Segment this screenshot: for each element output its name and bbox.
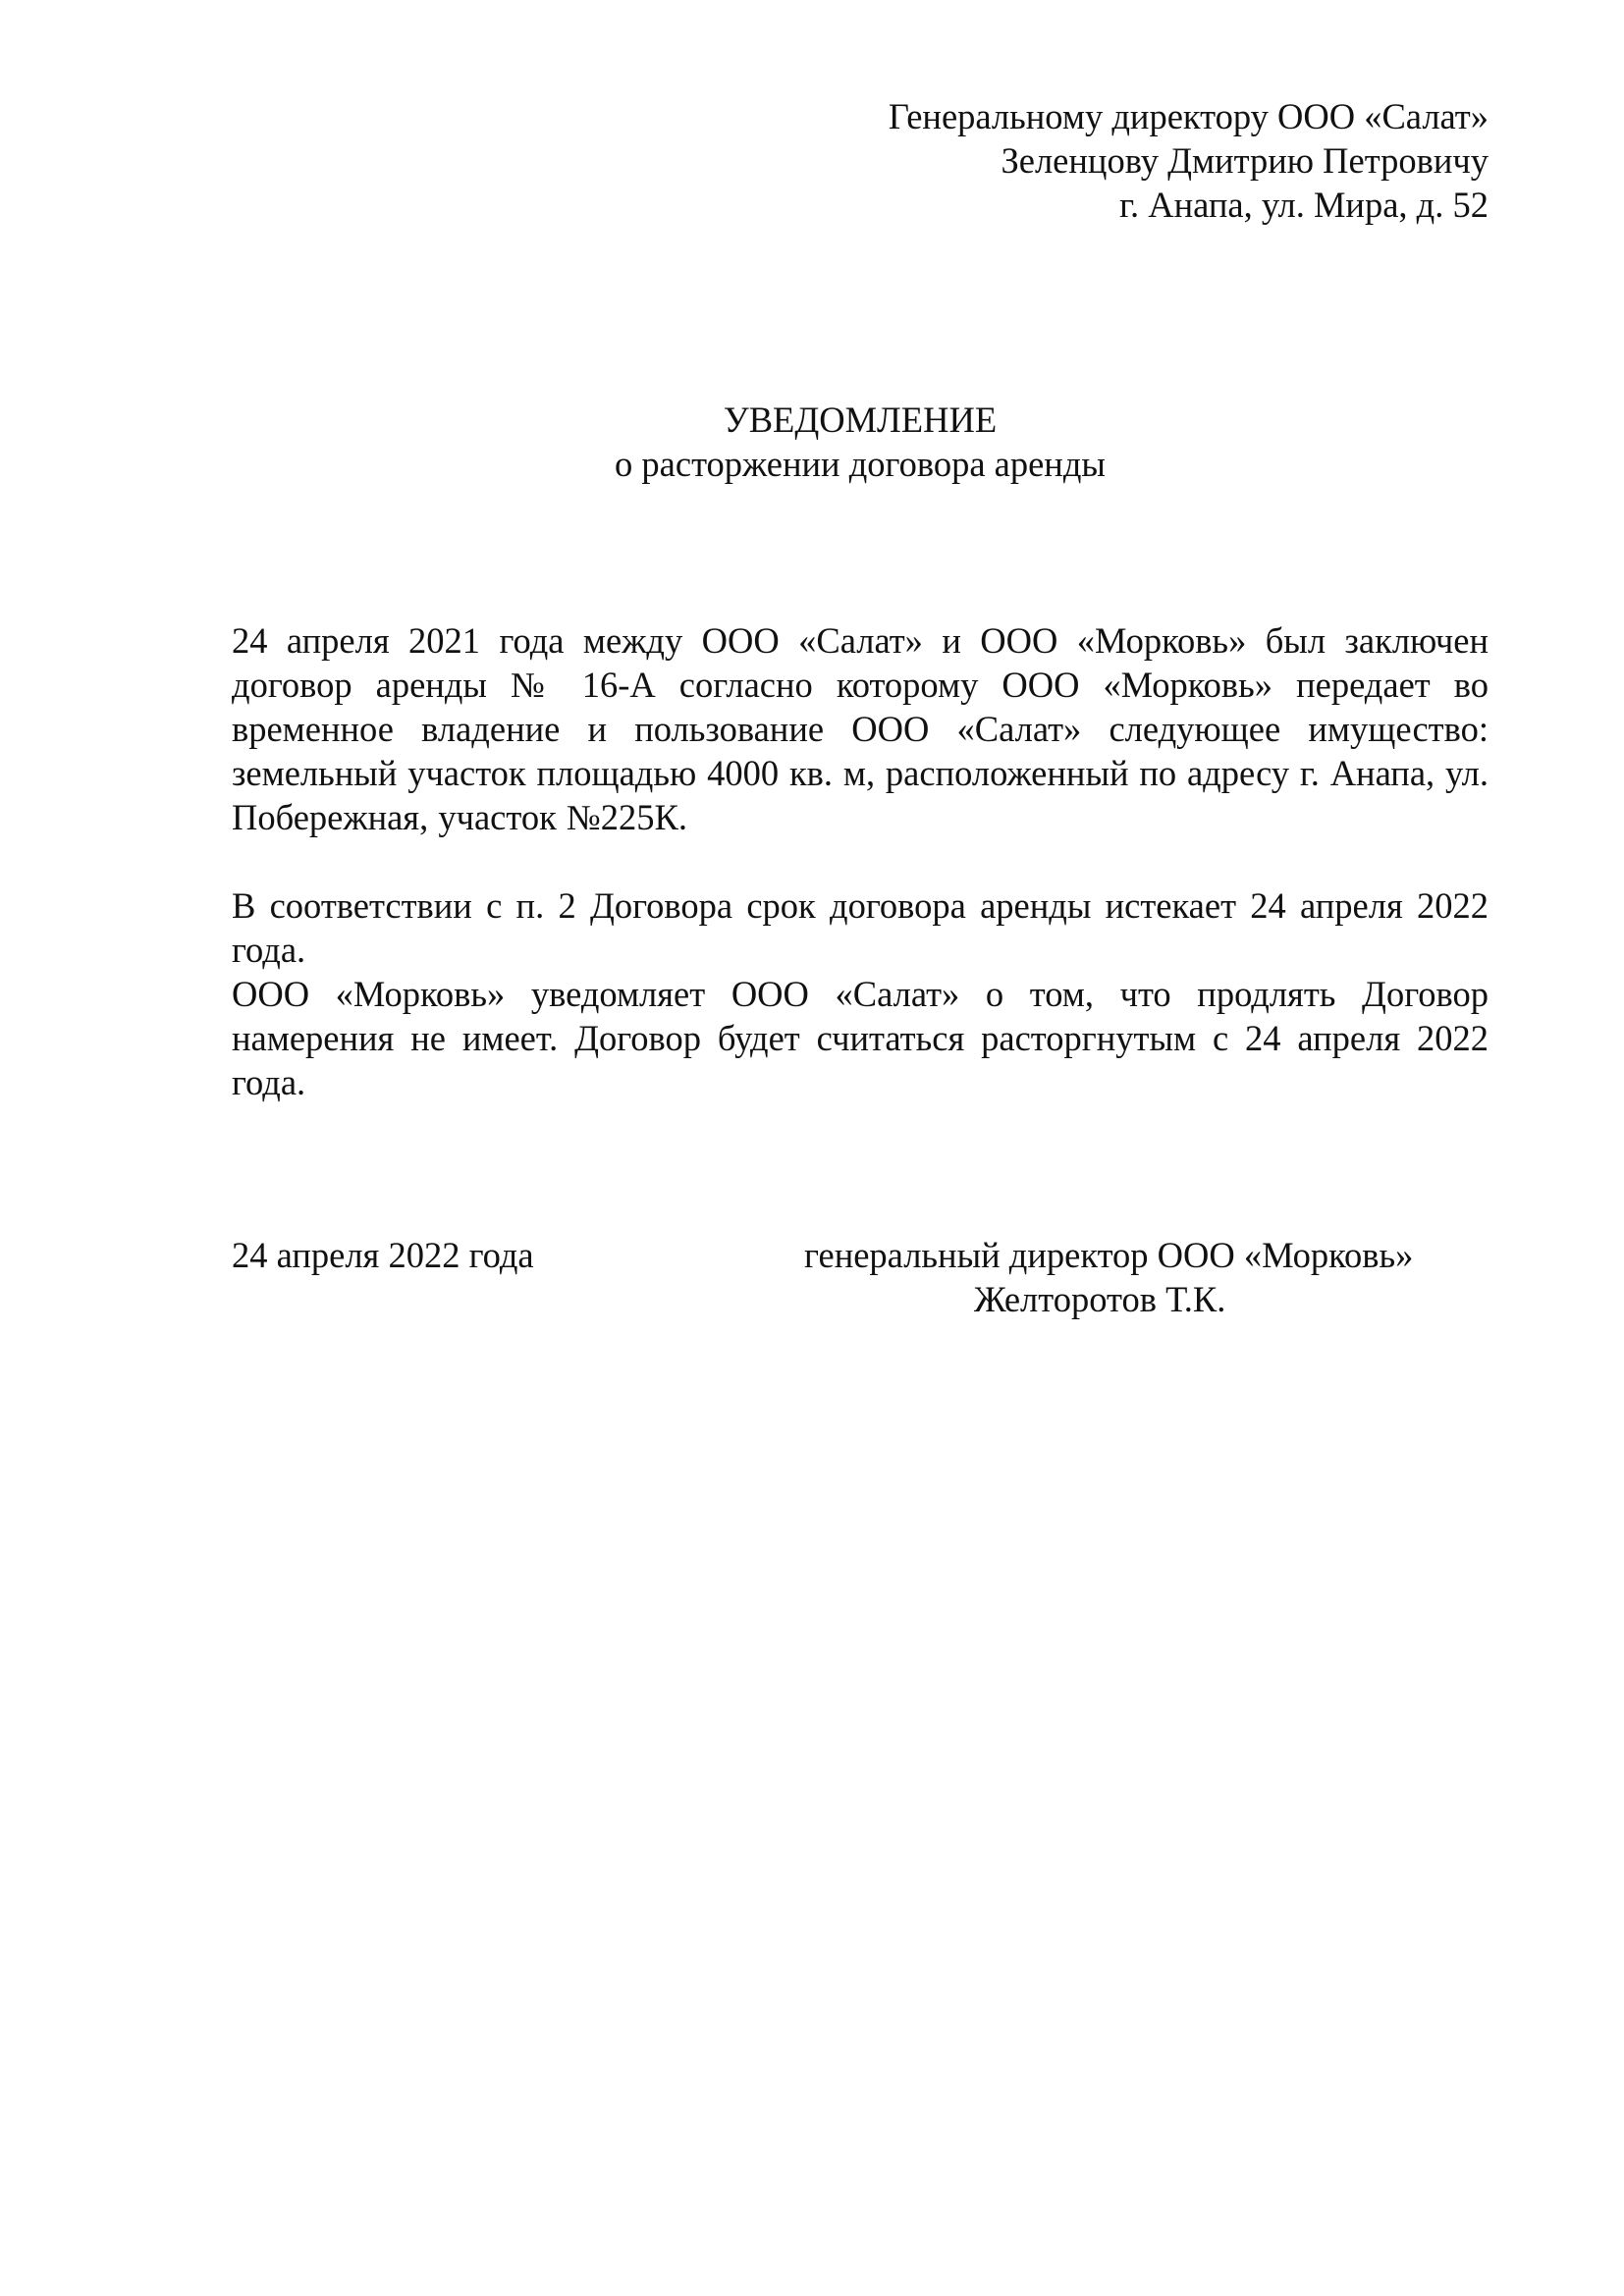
addressee-block <box>232 94 1489 227</box>
signer-title: генеральный директор ООО «Морковь» <box>804 1235 1414 1275</box>
body-paragraph-contract: 24 апреля 2021 года между ООО «Салат» и ООО «Морковь» был заключен договор аренды № 16-А согласно которому ООО «Морковь» передает во временное владение и пользование ООО «Салат» следующее имущество: земельный участок площадью 4000 кв. м, расположенный по адресу г. Анапа, ул. Побережная, участок №225К. <box>232 620 1489 837</box>
signer-name: Желторотов Т.К. <box>974 1279 1226 1319</box>
body-paragraph-termination: ООО «Морковь» уведомляет ООО «Салат» о том, что продлять Договор намерения не имеет. Договор будет считаться расторгнутым с 24 апреля 2022 года. <box>232 974 1489 1102</box>
signature-date: 24 апреля 2022 года <box>232 1235 534 1275</box>
addressee-position: Генеральному директору ООО «Салат» <box>888 96 1489 136</box>
addressee-name: Зеленцову Дмитрию Петровичу <box>1001 140 1489 181</box>
document-subtitle: о расторжении договора аренды <box>615 444 1106 484</box>
body-paragraph-term: В соответствии с п. 2 Договора срок договора аренды истекает 24 апреля 2022 года. <box>232 885 1489 970</box>
document-heading <box>232 398 1489 486</box>
document-title: УВЕДОМЛЕНИЕ <box>723 400 998 440</box>
addressee-address: г. Анапа, ул. Мира, д. 52 <box>1119 185 1489 225</box>
document-body <box>232 618 1489 1104</box>
